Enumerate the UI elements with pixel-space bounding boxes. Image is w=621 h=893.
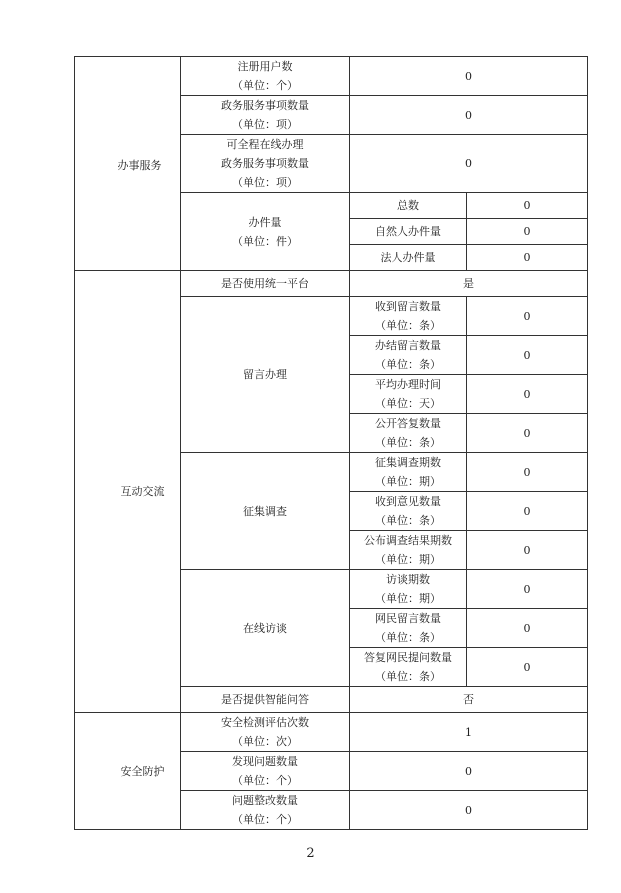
row-label-service-items: 政务服务事项数量 （单位：项） bbox=[181, 96, 350, 135]
row-label-online-items: 可全程在线办理 政务服务事项数量 （单位：项） bbox=[181, 135, 350, 193]
table-row bbox=[75, 271, 588, 297]
value-unified-platform: 是 bbox=[350, 271, 588, 297]
value-survey-periods: 0 bbox=[467, 453, 588, 492]
sub-label-survey-results: 公布调查结果期数 （单位：期） bbox=[350, 531, 467, 570]
sub-label-total: 总数 bbox=[350, 193, 467, 219]
sub-label-public-replies: 公开答复数量 （单位：条） bbox=[350, 414, 467, 453]
value-total: 0 bbox=[467, 193, 588, 219]
sub-label-opinions: 收到意见数量 （单位：条） bbox=[350, 492, 467, 531]
row-label-smart-qa: 是否提供智能问答 bbox=[181, 687, 350, 713]
row-label-issues-found: 发现问题数量 （单位：个） bbox=[181, 752, 350, 791]
section-label-interaction: 互动交流 bbox=[75, 271, 181, 713]
value-interview-periods: 0 bbox=[467, 570, 588, 609]
value-issues-fixed: 0 bbox=[350, 791, 588, 830]
table-row bbox=[75, 57, 588, 96]
row-label-security-checks: 安全检测评估次数 （单位：次） bbox=[181, 713, 350, 752]
section-label-affairs: 办事服务 bbox=[75, 57, 181, 271]
value-msg-received: 0 bbox=[467, 297, 588, 336]
value-public-replies: 0 bbox=[467, 414, 588, 453]
sub-label-msg-received: 收到留言数量 （单位：条） bbox=[350, 297, 467, 336]
row-label-surveys: 征集调查 bbox=[181, 453, 350, 570]
value-natural: 0 bbox=[467, 219, 588, 245]
row-label-interviews: 在线访谈 bbox=[181, 570, 350, 687]
value-netizen-replies: 0 bbox=[467, 648, 588, 687]
section-label-security: 安全防护 bbox=[75, 713, 181, 830]
value-security-checks: 1 bbox=[350, 713, 588, 752]
sub-label-interview-periods: 访谈期数 （单位：期） bbox=[350, 570, 467, 609]
row-label-volume: 办件量 （单位：件） bbox=[181, 193, 350, 271]
sub-label-legal: 法人办件量 bbox=[350, 245, 467, 271]
value-service-items: 0 bbox=[350, 96, 588, 135]
row-label-reg-users: 注册用户数 （单位：个） bbox=[181, 57, 350, 96]
value-issues-found: 0 bbox=[350, 752, 588, 791]
row-label-messages: 留言办理 bbox=[181, 297, 350, 453]
value-reg-users: 0 bbox=[350, 57, 588, 96]
row-label-unified-platform: 是否使用统一平台 bbox=[181, 271, 350, 297]
sub-label-netizen-replies: 答复网民提问数量 （单位：条） bbox=[350, 648, 467, 687]
value-smart-qa: 否 bbox=[350, 687, 588, 713]
sub-label-natural: 自然人办件量 bbox=[350, 219, 467, 245]
value-legal: 0 bbox=[467, 245, 588, 271]
value-avg-time: 0 bbox=[467, 375, 588, 414]
statistics-table bbox=[74, 56, 588, 830]
row-label-issues-fixed: 问题整改数量 （单位：个） bbox=[181, 791, 350, 830]
sub-label-msg-closed: 办结留言数量 （单位：条） bbox=[350, 336, 467, 375]
value-opinions: 0 bbox=[467, 492, 588, 531]
sub-label-netizen-messages: 网民留言数量 （单位：条） bbox=[350, 609, 467, 648]
page-number: 2 bbox=[306, 846, 315, 861]
table-row bbox=[75, 713, 588, 752]
value-survey-results: 0 bbox=[467, 531, 588, 570]
value-netizen-messages: 0 bbox=[467, 609, 588, 648]
sub-label-survey-periods: 征集调查期数 （单位：期） bbox=[350, 453, 467, 492]
value-msg-closed: 0 bbox=[467, 336, 588, 375]
sub-label-avg-time: 平均办理时间 （单位：天） bbox=[350, 375, 467, 414]
value-online-items: 0 bbox=[350, 135, 588, 193]
